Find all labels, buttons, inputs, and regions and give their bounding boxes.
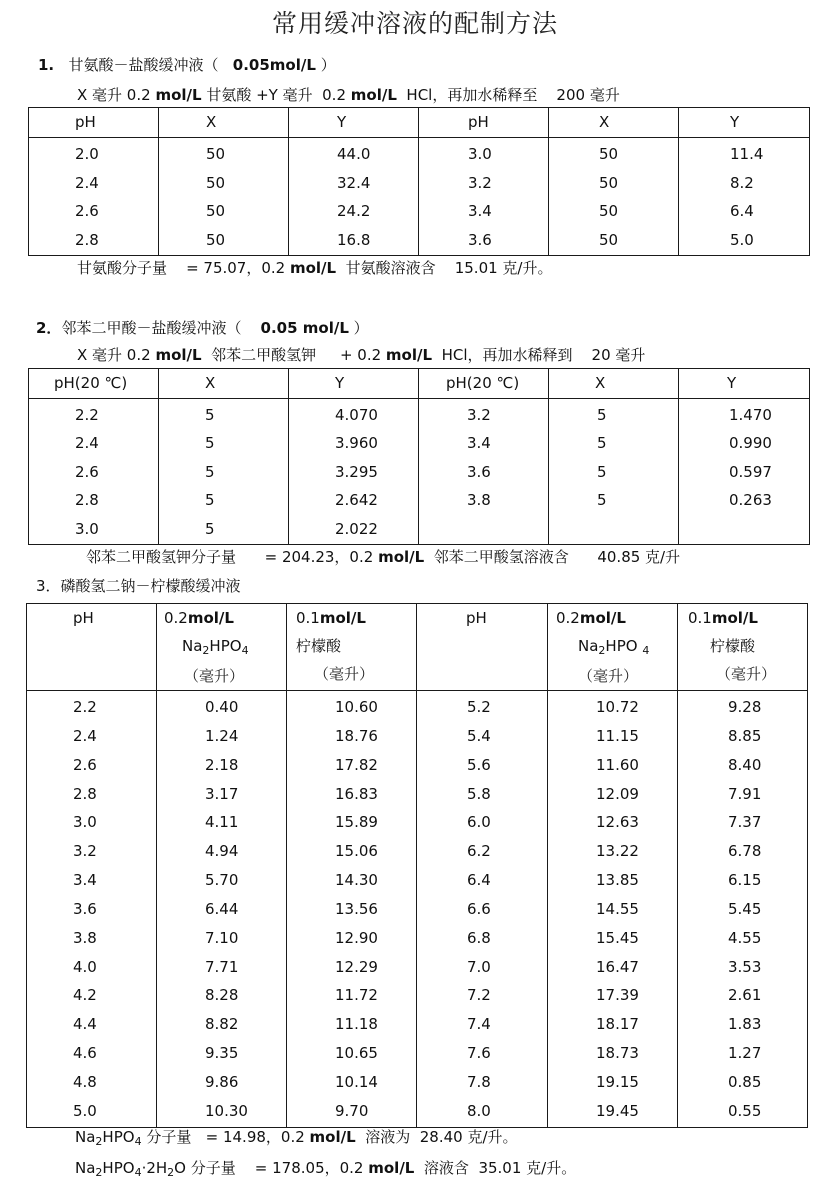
section3-heading: 3．磷酸氢二钠－柠檬酸缓冲液: [36, 577, 241, 595]
table-cell: 2.6: [75, 202, 99, 221]
header-unit: （毫升）: [716, 665, 777, 683]
table-cell: 32.4: [337, 173, 371, 192]
table-cell: 3.6: [467, 462, 491, 481]
table-cell: 14.30: [335, 871, 378, 890]
header-unit: （毫升）: [184, 667, 245, 685]
table-cell: 3.295: [335, 462, 378, 481]
table-cell: 12.29: [335, 957, 378, 976]
table-cell: 6.44: [205, 899, 239, 918]
table-cell: 14.55: [596, 899, 639, 918]
col-header-x: X: [549, 108, 679, 138]
header-reagent-name: 柠檬酸: [296, 637, 342, 655]
table-cell: 3.53: [728, 957, 762, 976]
col-header-ph: pH(20 ℃): [29, 369, 159, 399]
table-cell: 18.73: [596, 1044, 639, 1063]
table-cell: 3.2: [467, 406, 491, 424]
table-cell: 7.91: [728, 784, 762, 803]
table-cell: 5: [597, 491, 607, 510]
table-cell: 11.18: [335, 1015, 378, 1034]
table-column-cells: [548, 691, 678, 1128]
table-cell: 2.8: [75, 491, 99, 510]
table-cell: 6.0: [467, 813, 491, 832]
table-cell: 3.2: [468, 173, 492, 192]
table-cell: 0.263: [729, 491, 772, 510]
table-cell: 3.17: [205, 784, 239, 803]
table-cell: 17.39: [596, 986, 639, 1005]
table-cell: 8.2: [730, 173, 754, 192]
table-cell: 12.63: [596, 813, 639, 832]
table-cell: 3.4: [468, 202, 492, 221]
col-header-x: X: [549, 369, 679, 399]
table-column-cells: [159, 138, 289, 256]
table-cell: 6.2: [467, 842, 491, 861]
table-cell: 16.47: [596, 957, 639, 976]
table-cell: 4.070: [335, 406, 378, 424]
table-cell: 50: [599, 202, 619, 221]
table-cell: 5.6: [467, 755, 491, 774]
table-column-cells: [679, 138, 810, 256]
table-cell: 1.83: [728, 1015, 762, 1034]
table-cell: 10.65: [335, 1044, 378, 1063]
table-cell: 50: [206, 230, 226, 249]
table-cell: 12.90: [335, 928, 378, 947]
table-cell: 19.45: [596, 1101, 639, 1120]
table-cell: [729, 515, 809, 543]
table-header-row: [29, 369, 810, 399]
table-cell: 13.56: [335, 899, 378, 918]
table-cell: 8.28: [205, 986, 239, 1005]
header-reagent-name: 柠檬酸: [710, 637, 756, 655]
table-cell: 7.10: [205, 928, 239, 947]
table-cell: 2.6: [73, 755, 97, 774]
table-cell: 2.4: [75, 173, 99, 192]
table-cell: 5: [205, 406, 215, 424]
table-column-cells: [289, 138, 419, 256]
table-cell: 10.14: [335, 1072, 378, 1091]
table-cell: 1.470: [729, 406, 772, 424]
phosphate-citrate-buffer-table: [26, 603, 808, 1128]
table-cell: 5.70: [205, 871, 239, 890]
table-column-cells: [549, 138, 679, 256]
col-header-ph: pH: [419, 108, 549, 138]
table-cell: 6.8: [467, 928, 491, 947]
table-column-cells: [287, 691, 417, 1128]
table-column-cells: [549, 399, 679, 545]
header-concentration: 0.2mol/L: [556, 609, 626, 627]
col-header-x: X: [159, 108, 289, 138]
table-header-row: [29, 108, 810, 138]
table-cell: 5.4: [467, 726, 491, 745]
table-body: [29, 399, 810, 545]
col-header-y: Y: [289, 369, 419, 399]
table-cell: 9.70: [335, 1101, 369, 1120]
table-column-cells: [417, 691, 548, 1128]
table-cell: 3.4: [467, 434, 491, 453]
table-cell: 0.55: [728, 1101, 762, 1120]
table-cell: 5: [597, 434, 607, 453]
table-cell: 50: [206, 173, 226, 192]
table-cell: 15.45: [596, 928, 639, 947]
table-cell: 6.4: [730, 202, 754, 221]
table-cell: 7.0: [467, 957, 491, 976]
table-cell: 15.06: [335, 842, 378, 861]
table-cell: 7.8: [467, 1072, 491, 1091]
table-cell: 5: [205, 434, 215, 453]
table-cell: 50: [599, 173, 619, 192]
table-cell: 6.6: [467, 899, 491, 918]
table-body: [29, 138, 810, 256]
table-cell: 3.0: [75, 519, 99, 538]
col-header-x: X: [159, 369, 289, 399]
table-cell: 1.27: [728, 1044, 762, 1063]
header-reagent-name: $Na_2HPO_4$: [182, 637, 249, 657]
table-cell: 10.60: [335, 698, 378, 716]
table-data-block: [29, 138, 810, 256]
table-cell: 4.4: [73, 1015, 97, 1034]
table-cell: 5: [205, 491, 215, 510]
table-cell: 7.71: [205, 957, 239, 976]
table-column-cells: [419, 399, 549, 545]
table-column-cells: [29, 399, 159, 545]
table-cell: 8.40: [728, 755, 762, 774]
table-cell: 3.2: [73, 842, 97, 861]
page-title: 常用缓冲溶液的配制方法: [271, 9, 558, 38]
table-column-cells: [159, 399, 289, 545]
table-cell: 3.6: [468, 230, 492, 249]
col-header-ph: pH: [27, 604, 157, 691]
table-column-cells: [419, 138, 549, 256]
glycine-buffer-table: [28, 107, 810, 256]
table-cell: 4.8: [73, 1072, 97, 1091]
table-column-cells: [27, 691, 157, 1128]
table-cell: 6.15: [728, 871, 762, 890]
table-cell: 16.8: [337, 230, 371, 249]
col-header-na2hpo4: [157, 604, 287, 691]
table-cell: 3.8: [73, 928, 97, 947]
table-cell: 50: [599, 145, 619, 163]
table-cell: 5.2: [467, 698, 491, 716]
table-cell: 11.15: [596, 726, 639, 745]
table-cell: 5.8: [467, 784, 491, 803]
table-data-block: [27, 691, 808, 1128]
section3-note-1: $Na_2HPO_4$ 分子量 = 14.98，0.2 mol/L 溶液为 28.40 克/升。: [75, 1128, 518, 1148]
col-header-ph: pH: [417, 604, 548, 691]
header-concentration: 0.2mol/L: [164, 609, 234, 627]
col-header-y: Y: [289, 108, 419, 138]
table-cell: 3.960: [335, 434, 378, 453]
table-cell: 6.4: [467, 871, 491, 890]
section2-recipe: X 毫升 0.2 mol/L 邻苯二甲酸氢钾 + 0.2 mol/L HCl，再加水稀释到 20 毫升: [77, 346, 646, 364]
table-cell: 4.94: [205, 842, 239, 861]
table-cell: 16.83: [335, 784, 378, 803]
section1-heading: 1. 甘氨酸－盐酸缓冲液（ 0.05mol/L ）: [38, 56, 336, 74]
table-cell: 8.85: [728, 726, 762, 745]
table-cell: 5.0: [73, 1101, 97, 1120]
table-cell: 12.09: [596, 784, 639, 803]
table-column-cells: [678, 691, 808, 1128]
table-cell: 10.72: [596, 698, 639, 716]
table-body: [27, 691, 808, 1128]
table-cell: 7.37: [728, 813, 762, 832]
table-cell: 5: [205, 462, 215, 481]
table-cell: 5.45: [728, 899, 762, 918]
table-cell: 15.89: [335, 813, 378, 832]
table-cell: 2.8: [75, 230, 99, 249]
table-cell: 3.4: [73, 871, 97, 890]
table-cell: 4.6: [73, 1044, 97, 1063]
table-cell: 7.4: [467, 1015, 491, 1034]
table-cell: 2.2: [73, 698, 97, 716]
section1-note: 甘氨酸分子量 = 75.07，0.2 mol/L 甘氨酸溶液含 15.01 克/升。: [77, 259, 553, 277]
header-concentration: 0.1mol/L: [296, 609, 366, 627]
table-cell: 6.78: [728, 842, 762, 861]
table-cell: 9.35: [205, 1044, 239, 1063]
table-cell: 5: [205, 519, 215, 538]
table-cell: 24.2: [337, 202, 371, 221]
section2-note: 邻苯二甲酸氢钾分子量 = 204.23，0.2 mol/L 邻苯二甲酸氢溶液含 40.85 克/升: [86, 548, 681, 566]
col-header-citric-acid: [287, 604, 417, 691]
table-cell: 50: [206, 145, 226, 163]
table-cell: [597, 515, 678, 543]
table-cell: 5: [597, 406, 607, 424]
table-cell: 17.82: [335, 755, 378, 774]
table-cell: 8.82: [205, 1015, 239, 1034]
table-data-block: [29, 399, 810, 545]
header-unit: （毫升）: [314, 665, 375, 683]
table-cell: 2.0: [75, 145, 99, 163]
col-header-citric-acid: [678, 604, 808, 691]
table-cell: 50: [206, 202, 226, 221]
table-header-row: [27, 604, 808, 691]
table-cell: 3.8: [467, 491, 491, 510]
table-cell: 13.22: [596, 842, 639, 861]
phthalate-buffer-table: [28, 368, 810, 545]
table-cell: 3.0: [468, 145, 492, 163]
table-cell: 2.18: [205, 755, 239, 774]
table-cell: 13.85: [596, 871, 639, 890]
header-concentration: 0.1mol/L: [688, 609, 758, 627]
table-cell: 2.4: [73, 726, 97, 745]
table-cell: 9.28: [728, 698, 762, 716]
table-cell: 1.24: [205, 726, 239, 745]
table-cell: 4.11: [205, 813, 239, 832]
table-cell: 4.55: [728, 928, 762, 947]
table-cell: 2.61: [728, 986, 762, 1005]
col-header-y: Y: [679, 369, 810, 399]
header-unit: （毫升）: [578, 667, 639, 685]
table-cell: 2.022: [335, 519, 378, 538]
table-cell: 19.15: [596, 1072, 639, 1091]
table-cell: 44.0: [337, 145, 371, 163]
table-column-cells: [679, 399, 810, 545]
table-cell: 2.8: [73, 784, 97, 803]
table-cell: 18.17: [596, 1015, 639, 1034]
col-header-y: Y: [679, 108, 810, 138]
section3-note-2: $Na_2HPO_4\cdot 2H_2O$ 分子量 = 178.05，0.2 mol/L 溶液含 35.01 克/升。: [75, 1159, 577, 1179]
section1-recipe: X 毫升 0.2 mol/L 甘氨酸 +Y 毫升 0.2 mol/L HCl，再加水稀释至 200 毫升: [77, 86, 620, 104]
table-cell: 2.2: [75, 406, 99, 424]
col-header-na2hpo4: [548, 604, 678, 691]
table-cell: 0.85: [728, 1072, 762, 1091]
table-column-cells: [157, 691, 287, 1128]
col-header-ph: pH(20 ℃): [419, 369, 549, 399]
table-cell: 11.72: [335, 986, 378, 1005]
table-column-cells: [29, 138, 159, 256]
table-cell: 2.642: [335, 491, 378, 510]
table-cell: 50: [599, 230, 619, 249]
section2-heading: 2．邻苯二甲酸－盐酸缓冲液（ 0.05 mol/L ）: [36, 319, 369, 337]
table-cell: 11.60: [596, 755, 639, 774]
table-cell: 0.990: [729, 434, 772, 453]
col-header-ph: pH: [29, 108, 159, 138]
table-cell: 0.597: [729, 462, 772, 481]
table-column-cells: [289, 399, 419, 545]
table-cell: 3.6: [73, 899, 97, 918]
table-cell: 9.86: [205, 1072, 239, 1091]
table-cell: 5: [597, 462, 607, 481]
table-cell: 2.6: [75, 462, 99, 481]
table-cell: 7.2: [467, 986, 491, 1005]
table-cell: 8.0: [467, 1101, 491, 1120]
table-cell: 7.6: [467, 1044, 491, 1063]
table-cell: 2.4: [75, 434, 99, 453]
table-cell: 18.76: [335, 726, 378, 745]
table-cell: 11.4: [730, 145, 764, 163]
table-cell: 10.30: [205, 1101, 248, 1120]
header-reagent-name: $Na_2HPO$ $_4$: [578, 637, 650, 657]
table-cell: 4.2: [73, 986, 97, 1005]
table-cell: 5.0: [730, 230, 754, 249]
table-cell: 0.40: [205, 698, 239, 716]
table-cell: 4.0: [73, 957, 97, 976]
table-cell: 3.0: [73, 813, 97, 832]
table-cell: [467, 515, 548, 543]
